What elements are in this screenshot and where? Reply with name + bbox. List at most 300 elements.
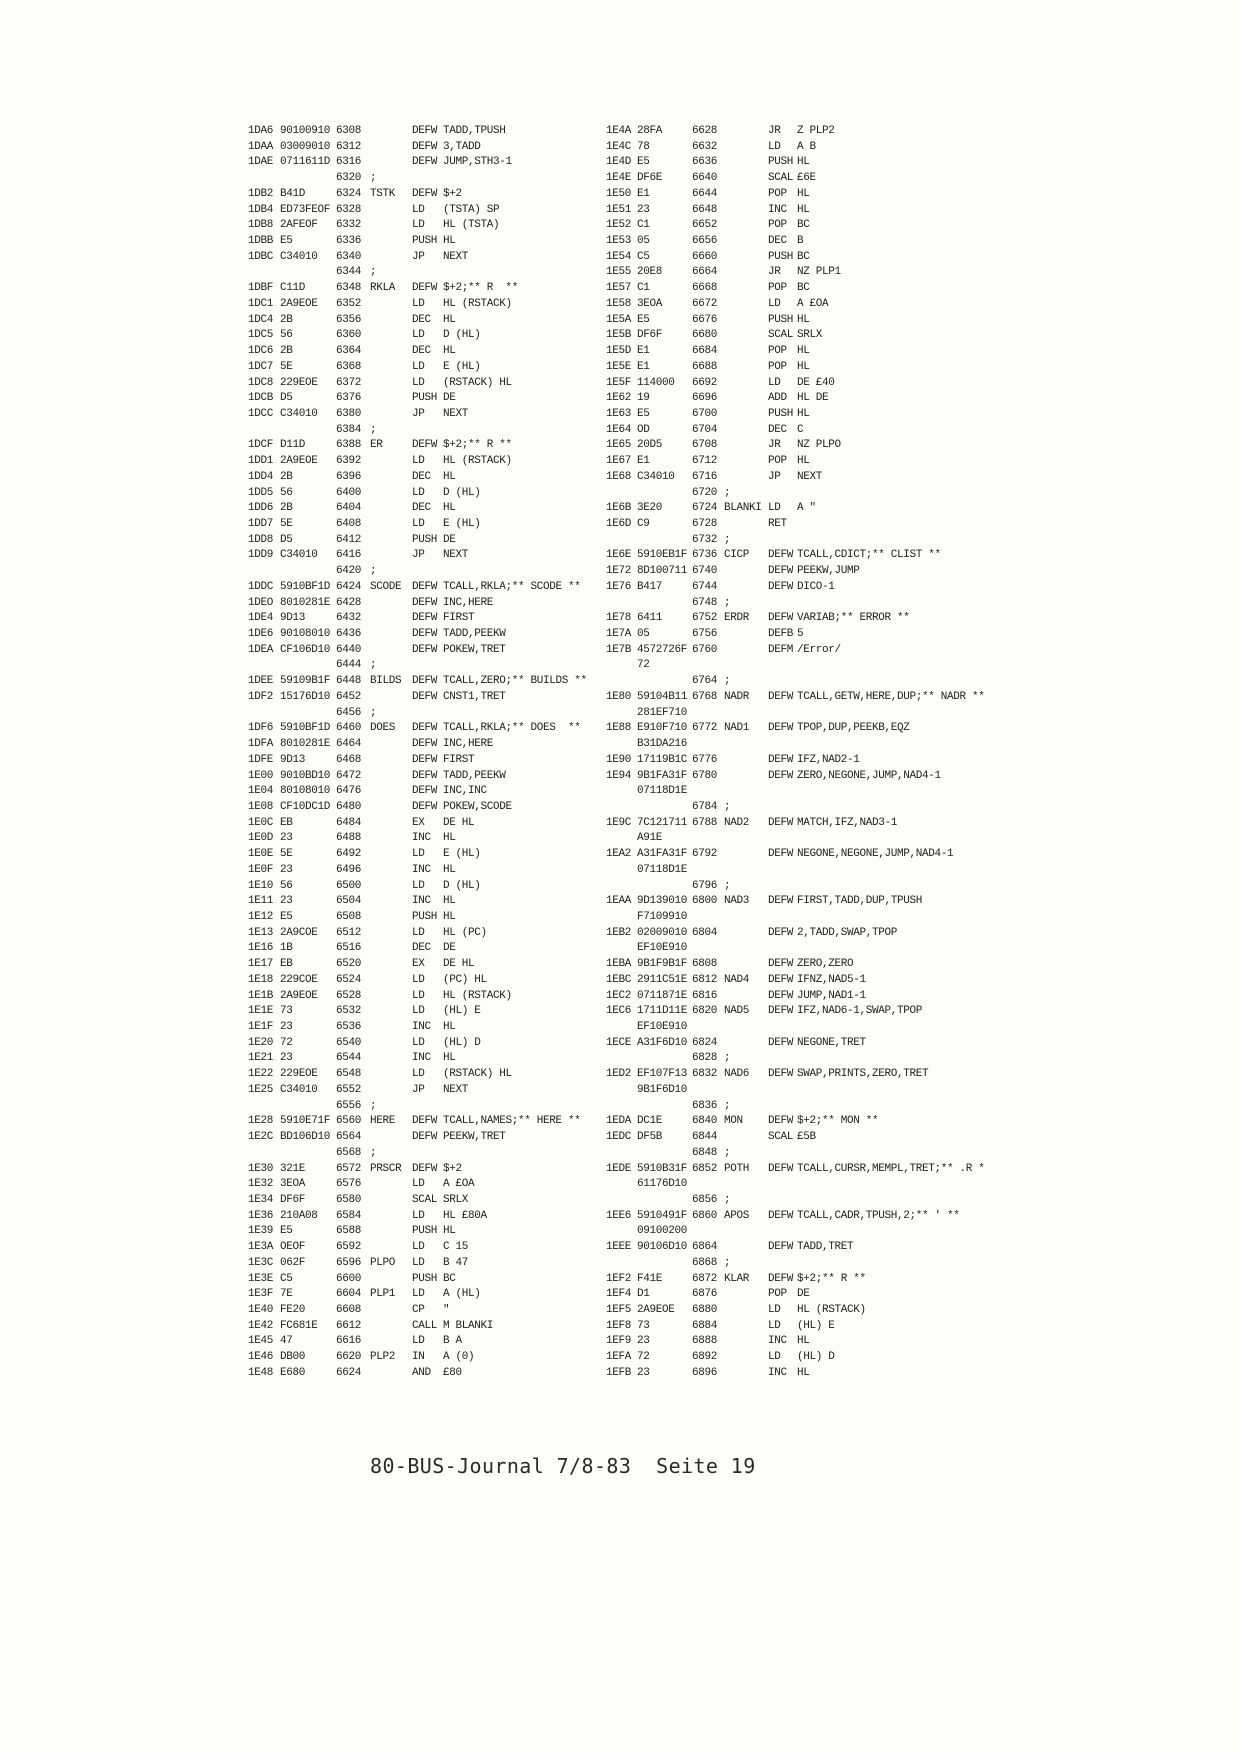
label: ; (724, 486, 731, 499)
listing-line (248, 612, 648, 625)
listing-line (248, 471, 648, 484)
object-code: 61176D10 (637, 1178, 688, 1191)
address: 1E1B (248, 989, 274, 1002)
operand: MATCH,IFZ,NAD3-1 (797, 816, 898, 829)
object-code: B41D (280, 187, 306, 200)
listing-line (606, 1163, 1006, 1176)
operand: TPOP,DUP,PEEKB,EQZ (797, 722, 910, 735)
opcode: CP (412, 1304, 425, 1316)
line-number: 6808 (692, 958, 718, 971)
listing-column-left (248, 0, 648, 1754)
object-code: 07118D1E (637, 863, 688, 876)
object-code: 17119B1C (637, 753, 688, 766)
address: 1E7B (606, 643, 632, 656)
label: CICP (724, 549, 750, 562)
listing-line (606, 722, 1006, 735)
operand: TCALL,RKLA;** DOES ** (443, 722, 581, 735)
listing-line (248, 329, 648, 342)
listing-line (606, 1194, 1006, 1207)
opcode: DEFW (412, 596, 438, 609)
object-code: CF10DC1D (280, 800, 331, 813)
address: 1E42 (248, 1319, 274, 1332)
address: 1E68 (606, 470, 632, 483)
line-number: 6760 (692, 643, 718, 656)
object-code: 0711611D (280, 156, 331, 169)
operand: TADD,TPUSH (443, 125, 506, 137)
line-number: 6892 (692, 1351, 718, 1364)
listing-line (606, 1288, 1006, 1301)
opcode: PUSH (412, 911, 438, 923)
label: PLPO (370, 1256, 396, 1269)
line-number: 6764 (692, 675, 718, 688)
line-number: 6776 (692, 753, 718, 766)
object-code: 72 (280, 1036, 293, 1049)
object-code: C1 (637, 282, 650, 295)
opcode: DEFW (768, 848, 794, 861)
opcode: DEFW (768, 612, 794, 625)
opcode: LD (412, 203, 425, 216)
line-number: 6696 (692, 392, 718, 405)
listing-line (248, 1021, 648, 1034)
line-number: 6600 (336, 1272, 362, 1285)
address: 1DAE (248, 156, 274, 169)
object-code: E1 (637, 360, 650, 373)
line-number: 6492 (336, 848, 362, 861)
object-code: 062F (280, 1256, 306, 1269)
opcode: LD (412, 455, 425, 468)
operand: C 15 (443, 1241, 469, 1254)
listing-line (248, 1037, 648, 1050)
line-number: 6348 (336, 282, 362, 295)
opcode: LD (412, 926, 425, 939)
operand: HL (797, 313, 810, 326)
line-number: 6476 (336, 785, 362, 798)
opcode: AND (412, 1366, 431, 1379)
opcode: LD (412, 989, 425, 1002)
opcode: ADD (768, 392, 787, 405)
object-code: 210A08 (280, 1209, 318, 1222)
listing-line (606, 974, 1006, 987)
operand: PEEKW,JUMP (797, 565, 860, 578)
object-code: 5910491F (637, 1209, 688, 1222)
object-code: 09100200 (637, 1225, 688, 1238)
line-number: 6868 (692, 1256, 718, 1269)
address: 1DD8 (248, 533, 274, 546)
object-code: 47 (280, 1335, 293, 1348)
opcode: DEC (412, 942, 431, 955)
address: 1E40 (248, 1304, 274, 1316)
operand: Z PLP2 (797, 125, 835, 137)
listing-line (248, 927, 648, 940)
label: ; (370, 659, 377, 672)
object-code: 1B (280, 942, 293, 955)
opcode: DEFW (768, 958, 794, 971)
opcode: INC (412, 895, 431, 908)
line-number: 6788 (692, 816, 718, 829)
object-code: D1 (637, 1288, 650, 1301)
operand: HL (797, 1335, 810, 1348)
address: 1EBC (606, 973, 632, 986)
object-code: 90106D10 (637, 1241, 688, 1254)
line-number: 6420 (336, 565, 362, 578)
operand: A " (797, 502, 816, 515)
address: 1EF4 (606, 1288, 632, 1301)
operand: A B (797, 140, 816, 153)
opcode: DEFW (412, 753, 438, 766)
listing-line (606, 219, 1006, 232)
address: 1E1F (248, 1021, 274, 1034)
address: 1E5A (606, 313, 632, 326)
opcode: POP (768, 282, 787, 295)
label: ; (370, 565, 377, 578)
listing-line (606, 549, 1006, 562)
object-code: 23 (280, 1021, 293, 1034)
operand: HL (443, 1052, 456, 1065)
address: 1E46 (248, 1351, 274, 1364)
address: 1E3E (248, 1272, 274, 1285)
listing-line (248, 298, 648, 311)
listing-line (248, 1288, 648, 1301)
listing-line (248, 188, 648, 201)
address: 1E58 (606, 297, 632, 310)
object-code: 90100910 (280, 125, 331, 137)
operand: NEXT (443, 250, 469, 263)
listing-line (248, 565, 648, 578)
address: 1EC6 (606, 1005, 632, 1018)
listing-line (606, 848, 1006, 861)
object-code: 19 (637, 392, 650, 405)
object-code: 2A9EOE (280, 989, 318, 1002)
line-number: 6580 (336, 1193, 362, 1206)
operand: IFNZ,NAD5-1 (797, 973, 866, 986)
label: ; (370, 423, 377, 436)
object-code: 9010BD10 (280, 769, 331, 782)
operand: DE (443, 533, 456, 546)
address: 1E39 (248, 1225, 274, 1238)
object-code: 1711D11E (637, 1005, 688, 1018)
operand: HL (797, 1366, 810, 1379)
opcode: DEFW (412, 769, 438, 782)
line-number: 6712 (692, 455, 718, 468)
line-number: 6588 (336, 1225, 362, 1238)
listing-line (606, 172, 1006, 185)
object-code: 229EOE (280, 1068, 318, 1081)
listing-line (606, 691, 1006, 704)
line-number: 6616 (336, 1335, 362, 1348)
operand: ZERO,NEGONE,JUMP,NAD4-1 (797, 769, 941, 782)
object-code: 2B (280, 313, 293, 326)
address: 1DCF (248, 439, 274, 452)
listing-line (606, 644, 1006, 657)
operand: INC,INC (443, 785, 487, 798)
opcode: LD (412, 1209, 425, 1222)
address: 1E55 (606, 266, 632, 279)
opcode: POP (768, 219, 787, 232)
label: ; (724, 1052, 731, 1065)
address: 1E51 (606, 203, 632, 216)
operand: HL (RSTACK) (797, 1304, 866, 1316)
object-code: 8010281E (280, 596, 331, 609)
listing-line (248, 754, 648, 767)
label: HERE (370, 1115, 396, 1128)
listing-line (248, 534, 648, 547)
opcode: LD (768, 297, 781, 310)
object-code: C34010 (280, 1083, 318, 1096)
opcode: DEFW (768, 769, 794, 782)
address: 1EBA (606, 958, 632, 971)
opcode: PUSH (412, 1225, 438, 1238)
opcode: LD (412, 1068, 425, 1081)
line-number: 6536 (336, 1021, 362, 1034)
listing-line (606, 675, 1006, 688)
object-code: 73 (637, 1319, 650, 1332)
address: 1DD9 (248, 549, 274, 562)
object-code: 56 (280, 486, 293, 499)
object-code: 5E (280, 360, 293, 373)
operand: HL (RSTACK) (443, 989, 512, 1002)
line-number: 6436 (336, 628, 362, 641)
line-number: 6692 (692, 376, 718, 389)
address: 1DEE (248, 675, 274, 688)
opcode: DEFW (768, 565, 794, 578)
address: 1E5B (606, 329, 632, 342)
opcode: RET (768, 518, 787, 530)
address: 1E4C (606, 140, 632, 153)
object-code: 114000 (637, 376, 675, 389)
line-number: 6792 (692, 848, 718, 861)
opcode: INC (412, 1021, 431, 1034)
operand: HL (797, 345, 810, 358)
line-number: 6508 (336, 911, 362, 923)
operand: JUMP,NAD1-1 (797, 989, 866, 1002)
listing-line (248, 1115, 648, 1128)
label: ; (724, 1193, 731, 1206)
object-code: 72 (637, 659, 650, 672)
opcode: DEFW (768, 1162, 794, 1175)
listing-line (248, 738, 648, 751)
opcode: LD (412, 1256, 425, 1269)
opcode: LD (412, 376, 425, 389)
address: 1DF2 (248, 690, 274, 703)
operand: (RSTACK) HL (443, 376, 512, 389)
label: ; (724, 1099, 731, 1112)
operand: E (HL) (443, 848, 481, 861)
line-number: 6880 (692, 1304, 718, 1316)
listing-line (606, 1005, 1006, 1018)
object-code: EF107F13 (637, 1068, 688, 1081)
operand: B A (443, 1335, 462, 1348)
operand: B (797, 235, 804, 248)
label: ; (370, 706, 377, 719)
listing-line (606, 1084, 1006, 1097)
listing-line (248, 1005, 648, 1018)
listing-line (248, 392, 648, 405)
operand: (HL) E (797, 1319, 835, 1332)
listing-line (606, 487, 1006, 500)
address: 1E52 (606, 219, 632, 232)
address: 1E10 (248, 879, 274, 892)
line-number: 6828 (692, 1052, 718, 1065)
opcode: INC (412, 1052, 431, 1065)
operand: ZERO,ZERO (797, 958, 854, 971)
object-code: EF10E910 (637, 1021, 688, 1034)
object-code: 4572726F (637, 643, 688, 656)
line-number: 6328 (336, 203, 362, 216)
address: 1ED2 (606, 1068, 632, 1081)
opcode: LD (768, 140, 781, 153)
line-number: 6748 (692, 596, 718, 609)
address: 1DE6 (248, 628, 274, 641)
line-number: 6840 (692, 1115, 718, 1128)
opcode: POP (768, 455, 787, 468)
object-code: 5910BF1D (280, 722, 331, 735)
listing-line (606, 251, 1006, 264)
address: 1DAA (248, 140, 274, 153)
opcode: DEFW (412, 738, 438, 751)
operand: HL (797, 407, 810, 420)
listing-line (606, 911, 1006, 924)
line-number: 6444 (336, 659, 362, 672)
opcode: DEFW (768, 973, 794, 986)
address: 1DC6 (248, 345, 274, 358)
address: 1E17 (248, 958, 274, 971)
operand: A (HL) (443, 1288, 481, 1301)
line-number: 6752 (692, 612, 718, 625)
address: 1E20 (248, 1036, 274, 1049)
line-number: 6324 (336, 187, 362, 200)
object-code: 3EOA (637, 297, 663, 310)
operand: HL (797, 187, 810, 200)
line-number: 6540 (336, 1036, 362, 1049)
operand: FIRST (443, 612, 475, 625)
line-number: 6608 (336, 1304, 362, 1316)
line-number: 6676 (692, 313, 718, 326)
operand: VARIAB;** ERROR ** (797, 612, 910, 625)
object-code: E5 (637, 407, 650, 420)
object-code: E1 (637, 187, 650, 200)
line-number: 6468 (336, 753, 362, 766)
operand: D (HL) (443, 486, 481, 499)
listing-line (248, 172, 648, 185)
object-code: ED73FEOF (280, 203, 331, 216)
object-code: FC681E (280, 1319, 318, 1332)
opcode: DEC (412, 502, 431, 515)
listing-line (606, 361, 1006, 374)
operand: HL (443, 1225, 456, 1238)
opcode: DEFW (768, 690, 794, 703)
address: 1EFB (606, 1366, 632, 1379)
listing-line (248, 659, 648, 672)
line-number: 6884 (692, 1319, 718, 1332)
address: 1E80 (606, 690, 632, 703)
operand: TCALL,CDICT;** CLIST ** (797, 549, 941, 562)
opcode: DEFW (412, 612, 438, 625)
operand: HL (PC) (443, 926, 487, 939)
operand: C (797, 423, 804, 436)
line-number: 6852 (692, 1162, 718, 1175)
line-number: 6564 (336, 1131, 362, 1144)
object-code: 72 (637, 1351, 650, 1364)
address: 1E78 (606, 612, 632, 625)
line-number: 6416 (336, 549, 362, 562)
opcode: INC (412, 832, 431, 845)
line-number: 6800 (692, 895, 718, 908)
opcode: LD (768, 1319, 781, 1332)
listing-line (248, 817, 648, 830)
listing-line (606, 377, 1006, 390)
address: 1E22 (248, 1068, 274, 1081)
line-number: 6720 (692, 486, 718, 499)
opcode: DEFW (768, 1068, 794, 1081)
opcode: DEFW (768, 1005, 794, 1018)
object-code: 78 (637, 140, 650, 153)
object-code: 7E (280, 1288, 293, 1301)
address: 1E57 (606, 282, 632, 295)
label: ; (724, 533, 731, 546)
operand: HL (443, 313, 456, 326)
listing-line (248, 848, 648, 861)
listing-line (248, 1367, 648, 1380)
object-code: C1 (637, 219, 650, 232)
operand: FIRST (443, 753, 475, 766)
opcode: PUSH (768, 156, 794, 169)
address: 1E54 (606, 250, 632, 263)
opcode: JR (768, 125, 781, 137)
line-number: 6816 (692, 989, 718, 1002)
listing-line (606, 298, 1006, 311)
label: ; (724, 1256, 731, 1269)
operand: " (443, 1304, 450, 1316)
label: NAD6 (724, 1068, 750, 1081)
object-code: F41E (637, 1272, 663, 1285)
line-number: 6772 (692, 722, 718, 735)
operand: B 47 (443, 1256, 469, 1269)
object-code: 7C121711 (637, 816, 688, 829)
operand: TCALL,ZERO;** BUILDS ** (443, 675, 587, 688)
address: 1E4A (606, 125, 632, 137)
listing-line (248, 235, 648, 248)
object-code: 23 (280, 1052, 293, 1065)
line-number: 6872 (692, 1272, 718, 1285)
listing-line (248, 1084, 648, 1097)
label: PLP1 (370, 1288, 396, 1301)
listing-line (606, 990, 1006, 1003)
label: PLP2 (370, 1351, 396, 1364)
address: 1E53 (606, 235, 632, 248)
label: ; (724, 675, 731, 688)
listing-line (248, 1273, 648, 1286)
operand: HL (443, 235, 456, 248)
address: 1EDC (606, 1131, 632, 1144)
listing-line (248, 1052, 648, 1065)
listing-line (248, 377, 648, 390)
operand: HL (443, 895, 456, 908)
line-number: 6576 (336, 1178, 362, 1191)
operand: A £OA (443, 1178, 475, 1191)
label: BLANKI (724, 502, 762, 515)
listing-line (606, 1304, 1006, 1317)
object-code: A31F6D10 (637, 1036, 688, 1049)
line-number: 6832 (692, 1068, 718, 1081)
line-number: 6784 (692, 800, 718, 813)
operand: BC (797, 282, 810, 295)
listing-line (606, 1131, 1006, 1144)
operand: TCALL,CURSR,MEMPL,TRET;** .R * (797, 1162, 985, 1175)
listing-line (248, 1068, 648, 1081)
opcode: DEFW (768, 580, 794, 593)
operand: TADD,PEEKW (443, 769, 506, 782)
line-number: 6380 (336, 407, 362, 420)
